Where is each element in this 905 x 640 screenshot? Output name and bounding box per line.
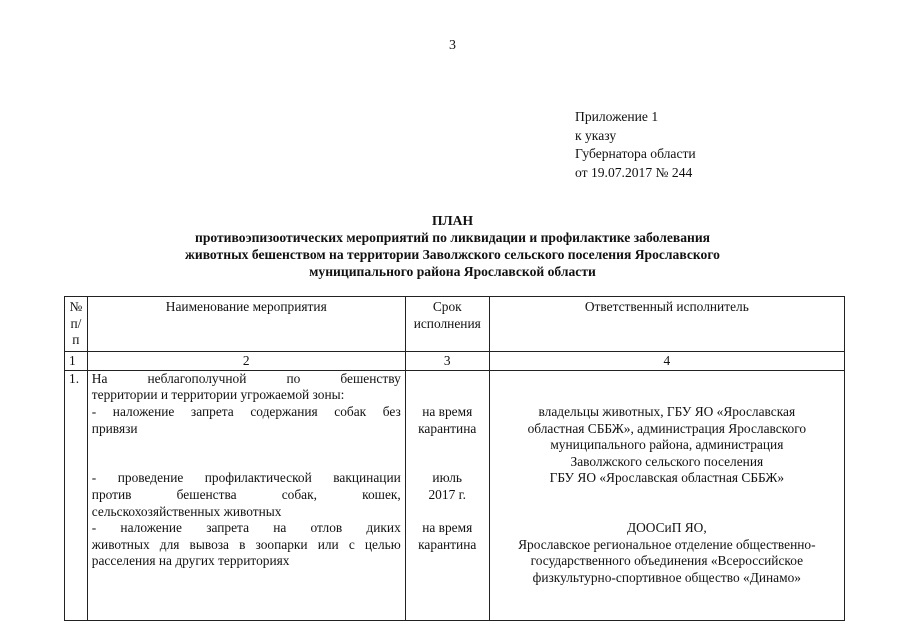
appendix-line: от 19.07.2017 № 244 xyxy=(575,164,693,180)
term-item-3-line: на время xyxy=(422,520,473,536)
document-title xyxy=(0,212,905,280)
column-number: 3 xyxy=(405,351,489,370)
responsible-item-1-line: Заволжского сельского поселения xyxy=(570,453,764,469)
appendix-line: к указу xyxy=(575,127,617,143)
measure-item-1-line: - наложение запрета содержания собак без xyxy=(91,403,401,419)
page-number: 3 xyxy=(449,38,456,53)
title-line: муниципального района Ярославской области xyxy=(309,264,596,279)
responsible-item-3-line: ДООСиП ЯО, xyxy=(626,520,707,536)
measure-item-3-line: расселения на других территориях xyxy=(91,553,290,569)
responsible-item-3-line: физкультурно-спортивное общество «Динамо» xyxy=(532,569,801,585)
measure-item-1-line: привязи xyxy=(91,420,138,436)
table-header-row xyxy=(65,297,845,352)
measure-cell xyxy=(87,370,405,620)
responsible-item-3-line: государственного объединения «Всероссийское xyxy=(530,553,804,569)
measure-item-3-line: животных для вывоза в зоопарки или с целью xyxy=(91,536,401,552)
header-term xyxy=(405,297,489,352)
appendix-line: Губернатора области xyxy=(575,146,696,162)
header-number xyxy=(65,297,88,352)
column-number: 2 xyxy=(87,351,405,370)
measure-intro-line: территории и территории угрожаемой зоны: xyxy=(91,387,345,403)
column-numbers-row xyxy=(65,351,845,370)
title-line: противоэпизоотических мероприятий по ликвидации и профилактике заболевания xyxy=(194,230,711,245)
term-item-2-line: 2017 г. xyxy=(428,486,466,502)
column-number: 1 xyxy=(65,351,88,370)
header-name: Наименование мероприятия xyxy=(87,297,405,352)
responsible-item-2-line: ГБУ ЯО «Ярославская областная СББЖ» xyxy=(549,470,785,486)
appendix-reference xyxy=(575,108,696,182)
header-term-line: Срок xyxy=(432,299,462,314)
header-term-line: исполнения xyxy=(413,315,481,331)
responsible-item-3-line: Ярославское региональное отделение общественно- xyxy=(518,536,816,552)
term-cell xyxy=(405,370,489,620)
term-item-1-line: на время xyxy=(422,403,473,419)
term-item-3-line: карантина xyxy=(418,536,477,552)
title-line: животных бешенством на территории Заволжского сельского поселения Ярославского xyxy=(185,247,720,262)
responsible-item-1-line: областная СББЖ», администрация Ярославского xyxy=(527,420,807,436)
measure-intro-line: На неблагополучной по бешенству xyxy=(91,370,401,386)
plan-table xyxy=(64,296,845,621)
responsible-item-1-line: муниципального района, администрация xyxy=(550,437,784,453)
header-number-line: № xyxy=(69,299,83,314)
measure-item-2-line: - проведение профилактической вакцинации xyxy=(91,470,401,486)
column-number: 4 xyxy=(489,351,844,370)
header-number-line: п/п xyxy=(70,315,82,348)
title-heading: ПЛАН xyxy=(431,213,474,228)
responsible-item-1-line: владельцы животных, ГБУ ЯО «Ярославская xyxy=(538,403,796,419)
measure-item-3-line: - наложение запрета на отлов диких xyxy=(91,520,401,536)
term-item-2-line: июль xyxy=(432,470,463,486)
measure-item-2-line: против бешенства собак, кошек, xyxy=(91,486,401,502)
row-number: 1. xyxy=(65,370,88,620)
table-row xyxy=(65,370,845,620)
appendix-line: Приложение 1 xyxy=(575,109,659,124)
measure-item-2-line: сельскохозяйственных животных xyxy=(91,503,282,519)
term-item-1-line: карантина xyxy=(418,420,477,436)
responsible-cell xyxy=(489,370,844,620)
header-responsible: Ответственный исполнитель xyxy=(489,297,844,352)
